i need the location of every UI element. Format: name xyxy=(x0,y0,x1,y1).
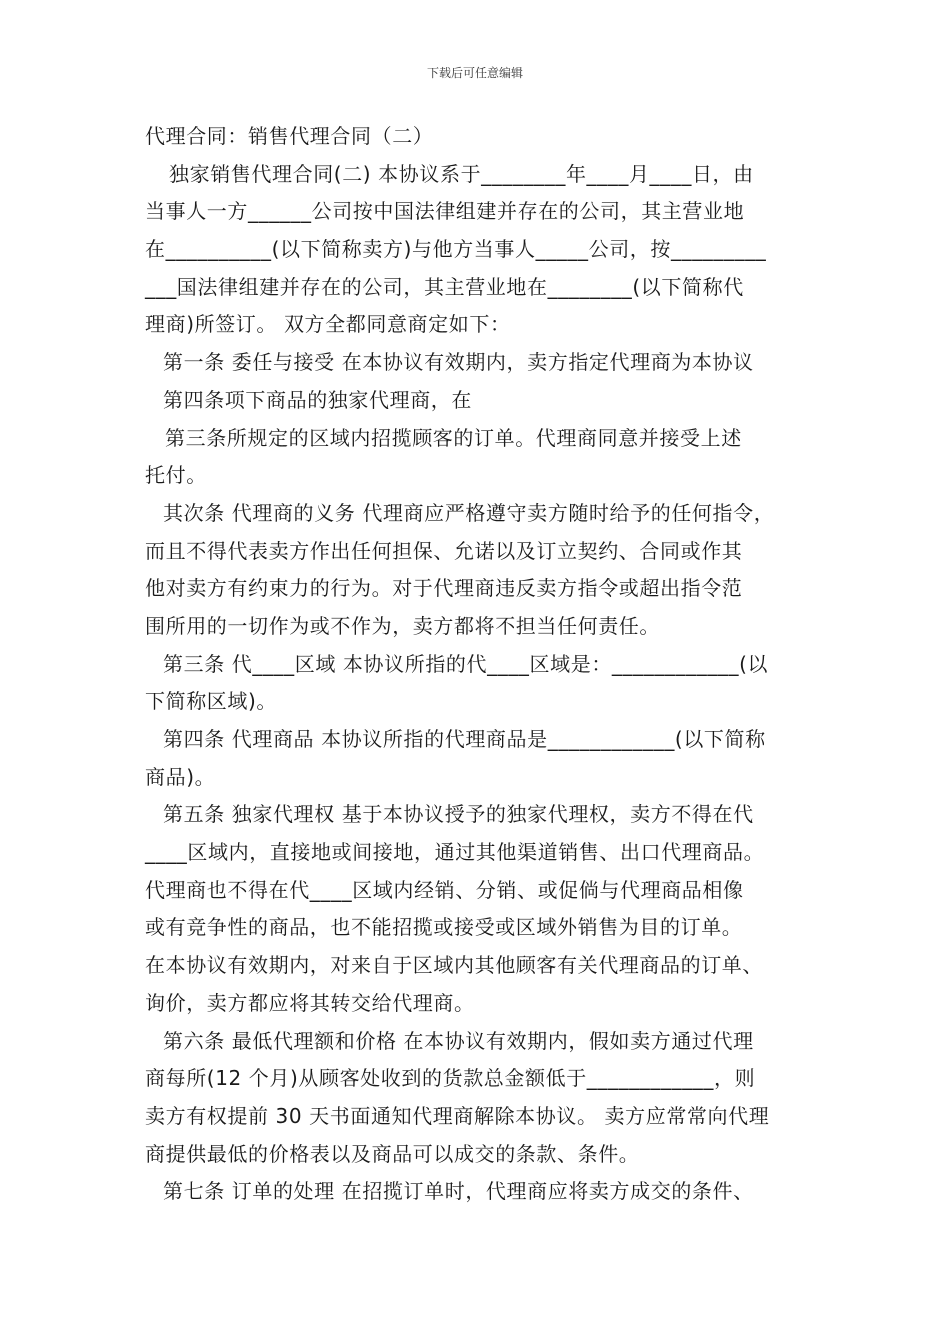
text-line: 在本协议有效期内，对来自于区域内其他顾客有关代理商品的订单、 xyxy=(145,953,763,978)
text-line: 他对卖方有约束力的行为。对于代理商违反卖方指令或超出指令范 xyxy=(145,576,743,601)
text-line: 第六条 最低代理额和价格 在本协议有效期内，假如卖方通过代理 xyxy=(163,1028,754,1053)
text-line: 商品)。 xyxy=(145,764,216,789)
text-line: 第一条 委任与接受 在本协议有效期内，卖方指定代理商为本协议 xyxy=(163,350,754,375)
text-line: 商每所(12 个月)从顾客处收到的货款总金额低于____________，则 xyxy=(145,1066,756,1091)
page-header: 下载后可任意编辑 xyxy=(426,66,523,80)
text-line: 独家销售代理合同(二) 本协议系于________年____月____日，由 xyxy=(169,161,754,186)
text-line: 第四条 代理商品 本协议所指的代理商品是____________(以下简称 xyxy=(163,727,766,751)
text-line: 代理合同：销售代理合同（二） xyxy=(145,124,434,148)
text-line: 商提供最低的价格表以及商品可以成交的条款、条件。 xyxy=(145,1141,640,1166)
text-line: 在__________(以下简称卖方)与他方当事人_____公司，按_________ xyxy=(145,237,767,262)
text-line: ____区域内，直接地或间接地，通过其他渠道销售、出口代理商品。 xyxy=(145,840,765,865)
text-line: 第五条 独家代理权 基于本协议授予的独家代理权，卖方不得在代 xyxy=(163,802,754,827)
text-line: 托付。 xyxy=(145,463,207,488)
text-line: ___国法律组建并存在的公司，其主营业地在________(以下简称代 xyxy=(145,274,744,299)
text-line: 第四条项下商品的独家代理商，在 xyxy=(163,387,472,412)
text-line: 卖方有权提前 30 天书面通知代理商解除本协议。 卖方应常常向代理 xyxy=(145,1103,770,1128)
text-line: 当事人一方______公司按中国法律组建并存在的公司，其主营业地 xyxy=(145,199,745,224)
text-line: 第七条 订单的处理 在招揽订单时，代理商应将卖方成交的条件、 xyxy=(163,1179,754,1204)
text-line: 第三条 代____区域 本协议所指的代____区域是：____________(以 xyxy=(163,651,769,676)
document-body xyxy=(145,118,813,1211)
text-line: 而且不得代表卖方作出任何担保、允诺以及订立契约、合同或作其 xyxy=(145,538,743,563)
text-line: 代理商也不得在代____区域内经销、分销、或促倘与代理商品相像 xyxy=(145,877,744,902)
text-line: 第三条所规定的区域内招揽顾客的订单。代理商同意并接受上述 xyxy=(165,425,742,450)
text-line: 下简称区域)。 xyxy=(145,689,278,714)
text-line: 围所用的一切作为或不作为，卖方都将不担当任何责任。 xyxy=(145,613,660,638)
text-line: 理商)所签订。 双方全都同意商定如下： xyxy=(145,312,511,337)
text-line: 询价，卖方都应将其转交给代理商。 xyxy=(145,990,475,1015)
text-line: 或有竞争性的商品，也不能招揽或接受或区域外销售为目的订单。 xyxy=(145,915,743,940)
text-line: 其次条 代理商的义务 代理商应严格遵守卖方随时给予的任何指令， xyxy=(163,500,775,525)
